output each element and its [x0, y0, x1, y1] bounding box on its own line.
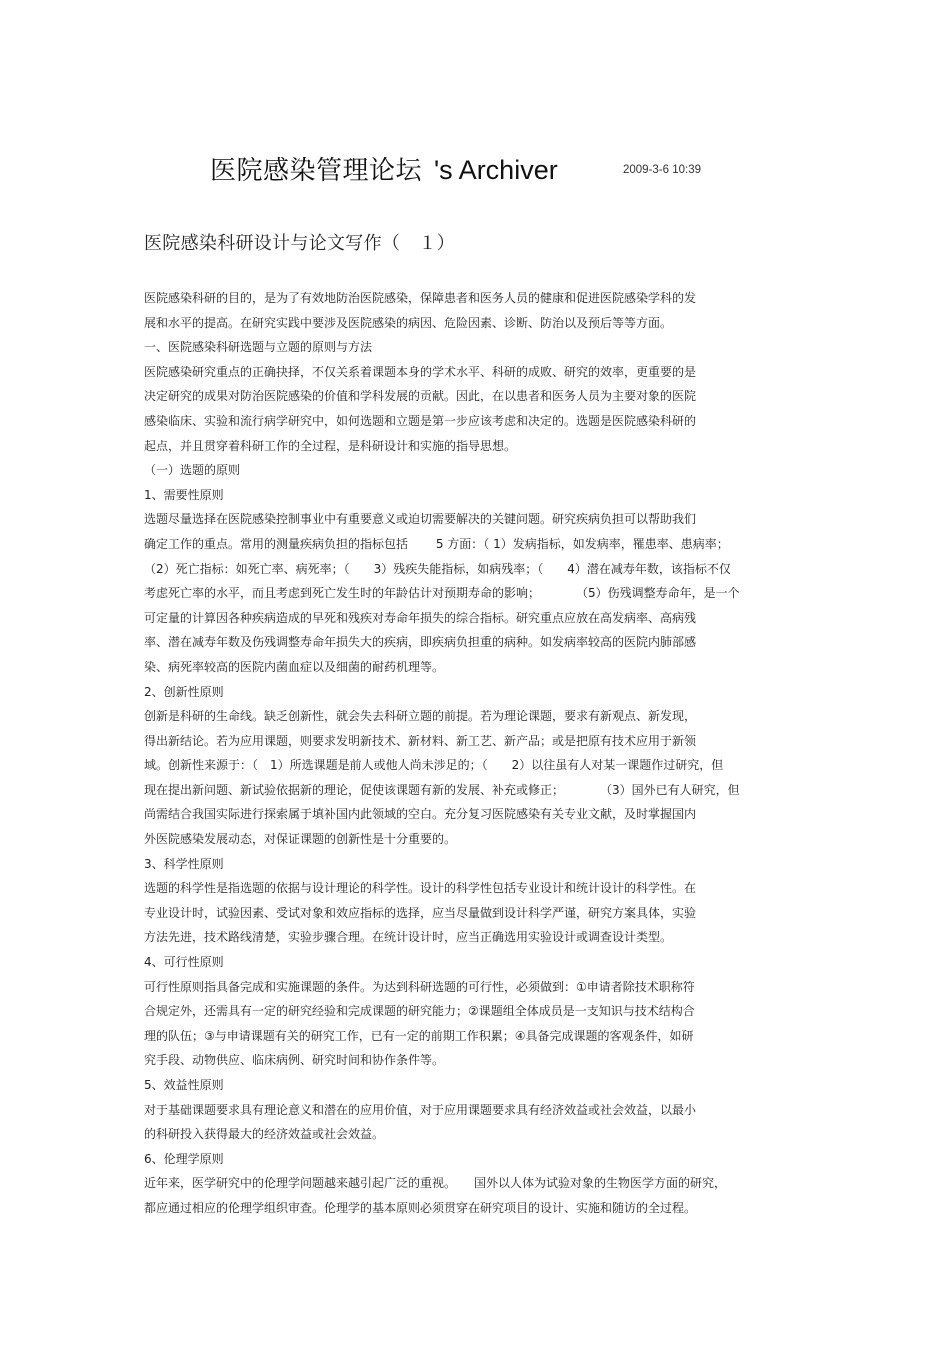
- article-line: 5、效益性原则: [144, 1078, 224, 1092]
- article-line: 考虑死亡率的水平，而且考虑到死亡发生时的年龄估计对预期寿命的影响； （5）伤残调整寿命年，是一个: [144, 586, 740, 601]
- article-line: 4、可行性原则: [144, 955, 224, 970]
- article-line: 域。创新性来源于：（ 1）所选课题是前人或他人尚未涉足的；（ 2）以往虽有人对某一课题作过研究，但: [144, 758, 724, 773]
- archiver-label: 's Archiver: [434, 155, 558, 185]
- article-line: 得出新结论。若为应用课题，则要求发明新技术、新材料、新工艺、新产品；或是把原有技术应用于新领: [144, 733, 697, 748]
- article-line: 一、医院感染科研选题与立题的原则与方法: [144, 340, 373, 355]
- page-header: [210, 150, 558, 187]
- article-line: 的科研投入获得最大的经济效益或社会效益。: [144, 1127, 385, 1142]
- article-title: 医院感染科研设计与论文写作（ １）: [144, 233, 456, 254]
- article-line: 对于基础课题要求具有理论意义和潜在的应用价值，对于应用课题要求具有经济效益或社会效益，以最小: [144, 1102, 697, 1117]
- article-line: 医院感染研究重点的正确抉择，不仅关系着课题本身的学术水平、科研的成败、研究的效率，更重要的是: [144, 364, 697, 379]
- article-line: 选题尽量选择在医院感染控制事业中有重要意义或迫切需要解决的关键问题。研究疾病负担可以帮助我们: [144, 512, 697, 527]
- article-line: 率、潜在减寿年数及伤残调整寿命年损失大的疾病，即疾病负担重的病种。如发病率较高的医院内肺部感: [144, 635, 697, 650]
- article-line: 近年来，医学研究中的伦理学问题越来越引起广泛的重视。 国外以人体为试验对象的生物医学方面的研究，: [144, 1176, 727, 1191]
- article-line: 感染临床、实验和流行病学研究中，如何选题和立题是第一步应该考虑和决定的。选题是医院感染科研的: [144, 413, 697, 428]
- article-line: 专业设计时，试验因素、受试对象和效应指标的选择，应当尽量做到设计科学严谨，研究方案具体，实验: [144, 905, 697, 920]
- article-line: 可行性原则指具备完成和实施课题的条件。为达到科研选题的可行性，必须做到：①申请者除技术职称符: [144, 979, 695, 994]
- article-line: 合规定外，还需具有一定的研究经验和完成课题的研究能力；②课题组全体成员是一支知识与技术结构合: [144, 1004, 695, 1019]
- article-line: 决定研究的成果对防治医院感染的价值和学科发展的贡献。因此，在以患者和医务人员为主要对象的医院: [144, 389, 697, 404]
- article-line: （2）死亡指标：如死亡率、病死率；（ 3）残疾失能指标，如病残率；（ 4）潜在减寿年数，该指标不仅: [144, 561, 731, 576]
- article-line: 确定工作的重点。常用的测量疾病负担的指标包括 5 方面：（ 1）发病指标，如发病率，罹患率、患病率；: [144, 536, 729, 551]
- article-line: 现在提出新问题、新试验依据新的理论，促使该课题有新的发展、补充或修正； （3）国外已有人研究，但: [144, 782, 740, 797]
- article-line: 究手段、动物供应、临床病例、研究时间和协作条件等。: [144, 1053, 445, 1068]
- site-title: 医院感染管理论坛: [210, 156, 423, 186]
- article-line: 理的队伍；③与申请课题有关的研究工作，已有一定的前期工作积累；④具备完成课题的客观条件，如研: [144, 1028, 694, 1043]
- article-body: [144, 286, 799, 1221]
- article-line: 外医院感染发展动态，对保证课题的创新性是十分重要的。: [144, 832, 457, 847]
- article-line: 1、需要性原则: [144, 487, 224, 502]
- article-line: 尚需结合我国实际进行探索属于填补国内此领域的空白。充分复习医院感染有关专业文献，及时掌握国内: [144, 807, 697, 822]
- article-line: 2、创新性原则: [144, 684, 224, 699]
- article-line: 可定量的计算因各种疾病造成的早死和残疾对寿命年损失的综合指标。研究重点应放在高发病率、高病残: [144, 610, 697, 625]
- article-line: 医院感染科研的目的，是为了有效地防治医院感染，保障患者和医务人员的健康和促进医院感染学科的发: [144, 291, 697, 305]
- post-timestamp: 2009-3-6 10:39: [623, 164, 702, 176]
- article-line: 3、科学性原则: [144, 856, 224, 871]
- article-line: 染、病死率较高的医院内菌血症以及细菌的耐药机理等。: [144, 659, 445, 674]
- article-line: 展和水平的提高。在研究实践中要涉及医院感染的病因、危险因素、诊断、防治以及预后等等方面。: [144, 315, 673, 330]
- article-line: 6、伦理学原则: [144, 1151, 224, 1166]
- article-line: 都应通过相应的伦理学组织审查。伦理学的基本原则必须贯穿在研究项目的设计、实施和随访的全过程。: [144, 1200, 697, 1215]
- article-line: 选题的科学性是指选题的依据与设计理论的科学性。设计的科学性包括专业设计和统计设计的科学性。在: [144, 881, 697, 896]
- article-line: 创新是科研的生命线。缺乏创新性，就会失去科研立题的前提。若为理论课题，要求有新观点、新发现，: [144, 709, 697, 724]
- article-line: （一）选题的原则: [144, 463, 241, 478]
- article-line: 方法先进，技术路线清楚，实验步骤合理。在统计设计时，应当正确选用实验设计或调查设计类型。: [144, 930, 673, 945]
- article-line: 起点，并且贯穿着科研工作的全过程，是科研设计和实施的指导思想。: [144, 438, 517, 453]
